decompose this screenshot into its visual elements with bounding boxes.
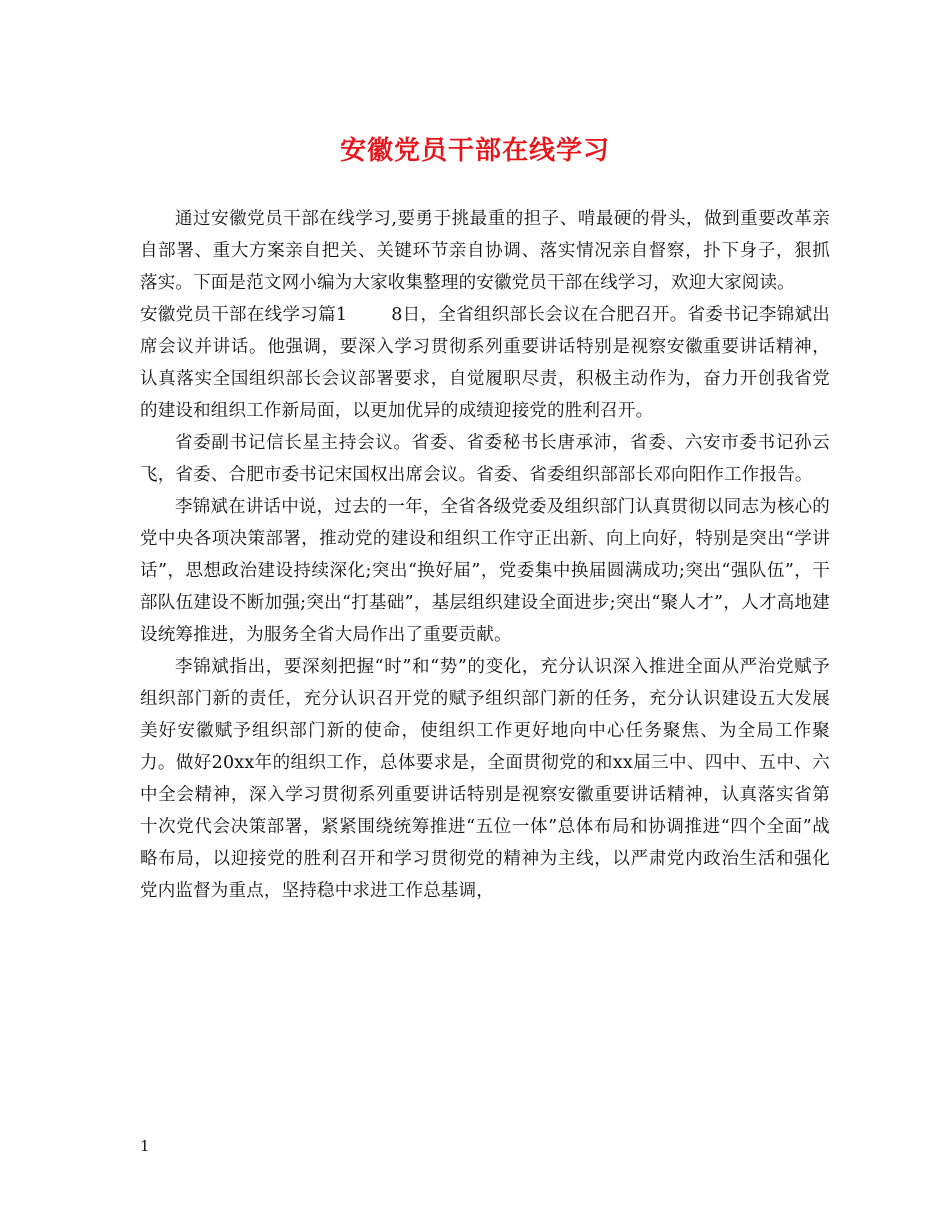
section-first-text: 8日，全省组织部长会议在合肥召开。省委书记李锦斌出席会议并讲话。他强调，要深入学习贯彻系列重要讲话特别是视察安徽重要讲话精神，认真落实全国组织部长会议部署要求，自觉履职尽责，积极主动作为，奋力开创我省党的建设和组织工作新局面，以更加优异的成绩迎接党的胜利召开。 [140,305,830,421]
document-body [140,203,830,907]
body-paragraph: 李锦斌指出，要深刻把握“时”和“势”的变化，充分认识深入推进全面从严治党赋予组织部门新的责任，充分认识召开党的赋予组织部门新的任务，充分认识建设五大发展美好安徽赋予组织部门新的使命，使组织工作更好地向中心任务聚焦、为全局工作聚力。做好20xx年的组织工作，总体要求是，全面贯彻党的和xx届三中、四中、五中、六中全会精神，深入学习贯彻系列重要讲话特别是视察安徽重要讲话精神，认真落实省第十次党代会决策部署，紧紧围绕统筹推进“五位一体”总体布局和协调推进“四个全面”战略布局，以迎接党的胜利召开和学习贯彻党的精神为主线，以严肃党内政治生活和强化党内监督为重点，坚持稳中求进工作总基调， [140,657,830,901]
body-paragraph: 省委副书记信长星主持会议。省委、省委秘书长唐承沛，省委、六安市委书记孙云飞，省委、合肥市委书记宋国权出席会议。省委、省委组织部部长邓向阳作工作报告。 [140,433,830,485]
section-first-paragraph [140,299,830,427]
section-heading: 安徽党员干部在线学习篇1 [140,305,348,325]
page-number: 1 [140,1137,150,1155]
body-paragraph: 李锦斌在讲话中说，过去的一年，全省各级党委及组织部门认真贯彻以同志为核心的党中央各项决策部署，推动党的建设和组织工作守正出新、向上向好，特别是突出“学讲话”，思想政治建设持续深化;突出“换好届”，党委集中换届圆满成功;突出“强队伍”，干部队伍建设不断加强;突出“打基础”，基层组织建设全面进步;突出“聚人才”，人才高地建设统筹推进，为服务全省大局作出了重要贡献。 [140,497,830,645]
document-title: 安徽党员干部在线学习 [339,136,610,166]
intro-paragraph: 通过安徽党员干部在线学习,要勇于挑最重的担子、啃最硬的骨头，做到重要改革亲自部署、重大方案亲自把关、关键环节亲自协调、落实情况亲自督察，扑下身子，狠抓落实。下面是范文网小编为大家收集整理的安徽党员干部在线学习，欢迎大家阅读。 [140,209,830,293]
